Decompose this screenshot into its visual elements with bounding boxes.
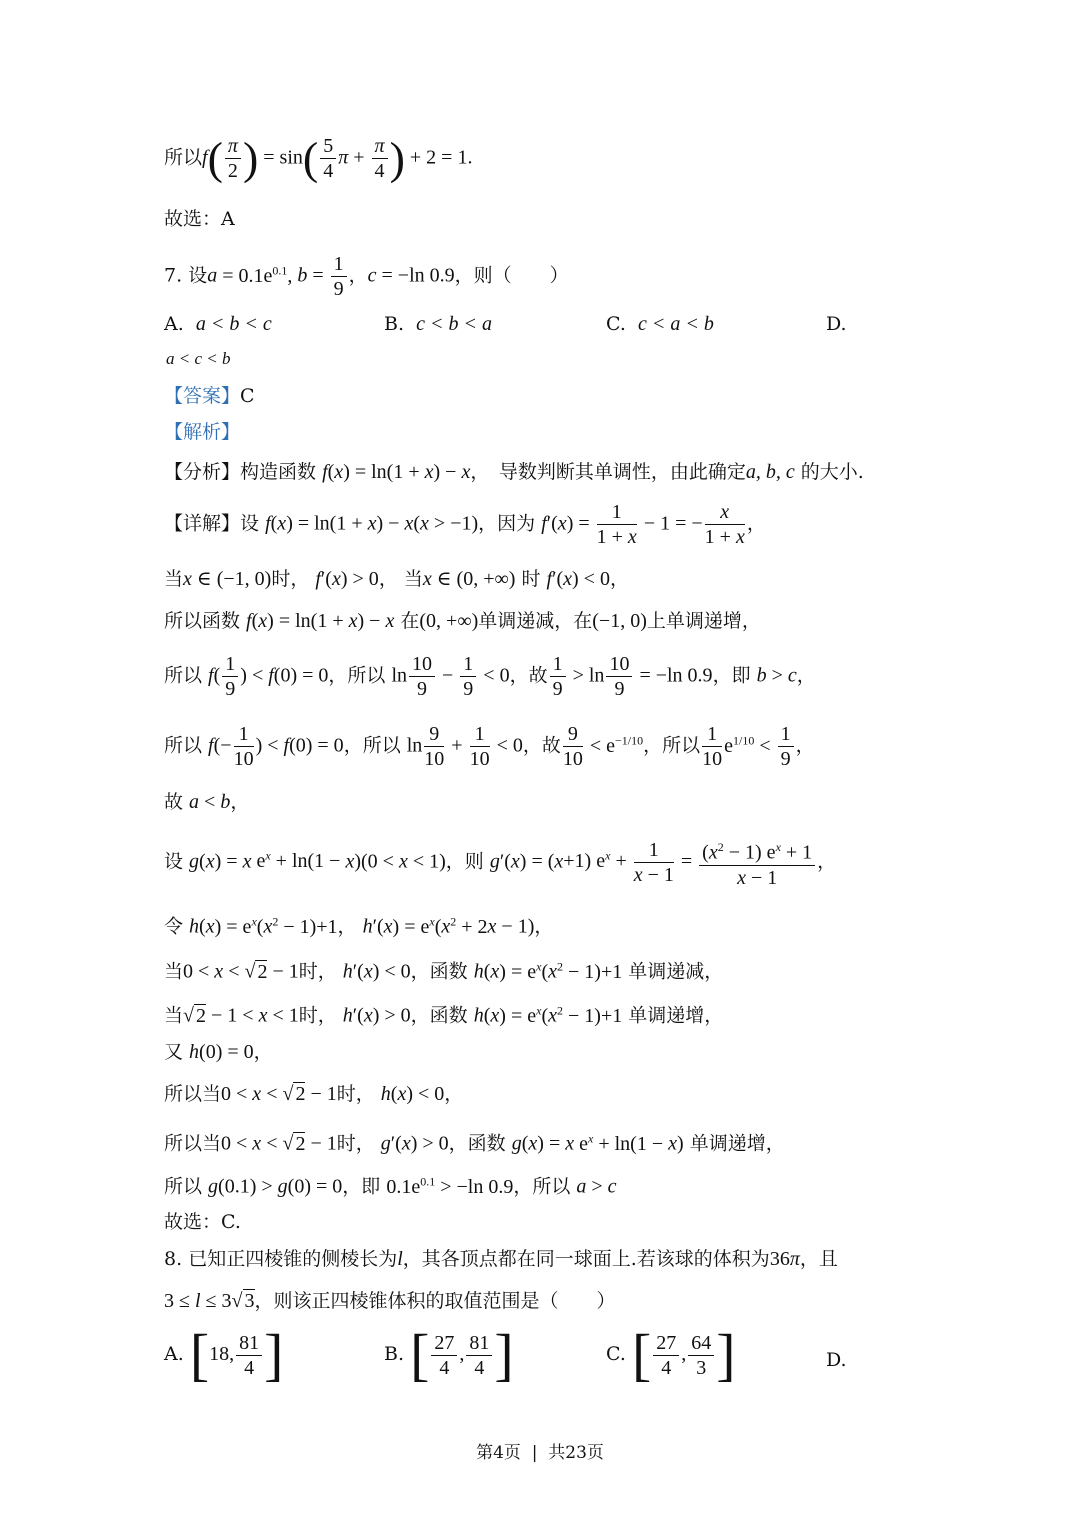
footer-separator: |	[531, 1443, 538, 1463]
q8-option-a: A. [18, $\frac{81}{4}$ ]	[164, 1322, 284, 1387]
line-h-negative: 所以当0 < x < √ 2 − 1时， h(x) < 0，	[164, 1083, 464, 1105]
line-h-increasing: 当√ 2 − 1 < x < 1时， h′(x) > 0，函数 $h(x) = e^x(x^2 - 1)+1$ 单调递增，	[164, 1003, 724, 1027]
line-define-h: 令 $h(x) = e^x(x^2 - 1)+1$， $h'(x) = e^x(x^2 + 2x - 1)$，	[164, 914, 554, 938]
q7-option-b: B. c < b < a	[384, 313, 492, 335]
q7-stem: 7. 设$a = 0.1e^{0.1}$, b = $\frac{1}{9}$ ，c = −ln 0.9，则（ ）	[164, 253, 569, 300]
answer-line: 【答案】C	[164, 385, 255, 407]
analysis-label: 【解析】	[164, 421, 241, 443]
line-monotonic-2: 所以函数 f(x) = ln(1 + x) − x 在(0, +∞)单调递减，在(−1, 0)上单调递增，	[164, 610, 761, 632]
q7-option-d-text: a < c < b	[166, 349, 231, 368]
q8-option-d: D.	[826, 1349, 847, 1371]
line-monotonic-1: 当x ∈ (−1, 0)时， f′(x) > 0， 当x ∈ (0, +∞) 时 f′(x) < 0，	[164, 568, 629, 590]
q6-conclusion: 所以f( $\frac{\pi}{2}$ ) = sin( $\frac{5}{4}$ π + $\frac{\pi}{4}$ ) + 2 = 1.	[164, 132, 473, 184]
q7-option-a: A. a < b < c	[164, 313, 272, 335]
line-h0: 又 h(0) = 0，	[164, 1041, 273, 1063]
line-a-less-b: 故 a < b，	[164, 791, 250, 813]
page-footer	[0, 1438, 1080, 1463]
q8-option-c: C. [ $\frac{27}{4}$ , $\frac{64}{3}$ ]	[606, 1322, 736, 1387]
q7-choice: 故选：C.	[164, 1211, 241, 1233]
line-compare-a-b: 所以 f(− $\frac{1}{10}$ ) < f(0) = 0，所以 ln $\frac{9}{10}$ + $\frac{1}{10}$ < 0，故 $\frac{9}{10}$ < $e^{-1/10}$，所以 $\frac{1}{10}$ $e^{1/10}$ < $\frac{1}{9}$ ，	[164, 723, 815, 770]
line-g-increasing: 所以当0 < x < √ 2 − 1时， g′(x) > 0，函数 g(x) = x $e^x + \ln(1 - x)$ 单调递增，	[164, 1131, 785, 1155]
q8-option-b: B. [ $\frac{27}{4}$ , $\frac{81}{4}$ ]	[384, 1322, 514, 1387]
fenxi-line: 【分析】构造函数 f(x) = ln(1 + x) − x， 导数判断其单调性，由此确定a, b, c 的大小.	[164, 461, 864, 483]
q8-stem-line1: 8. 已知正四棱锥的侧棱长为l，其各顶点都在同一球面上.若该球的体积为36π，且	[164, 1248, 838, 1270]
q8-stem-line2: 3 ≤ l ≤ 3√ 3，则该正四棱锥体积的取值范围是（ ）	[164, 1290, 616, 1312]
q7-option-c: C. c < a < b	[606, 313, 714, 335]
line-define-g: 设 g(x) = x $e^x + \ln(1 - x)(0 < x < 1)$，则 g′(x) = (x+1) $e^x$ + $\frac{1}{x - 1}$ = $\frac{(x^2 - 1) e^x + 1}{x - 1}$ ，	[164, 835, 990, 890]
line-compare-b-c: 所以 f( $\frac{1}{9}$ ) < f(0) = 0，所以 ln $\frac{10}{9}$ − $\frac{1}{9}$ < 0，故 $\frac{1}{9}$ > ln $\frac{10}{9}$ = −ln 0.9，即 b > c，	[164, 653, 816, 700]
q6-choice: 故选：A	[164, 208, 235, 230]
answer-label: 【答案】	[164, 385, 241, 407]
line-h-decreasing: 当0 < x < √ 2 − 1时， h′(x) < 0，函数 $h(x) = e^x(x^2 - 1)+1$ 单调递减，	[164, 959, 724, 983]
q7-option-d-letter: D.	[826, 313, 847, 335]
line-a-greater-c: 所以 g(0.1) > g(0) = 0，即 $0.1e^{0.1} > -\ln$ 0.9，所以 a > c	[164, 1174, 617, 1198]
page-total: 共23页	[548, 1443, 604, 1463]
page-number: 第4页	[476, 1443, 521, 1463]
xiangjie-line: 【详解】设 f(x) = ln(1 + x) − x(x > −1)，因为 f′(x) = $\frac{1}{1 + x}$ − 1 = − $\frac{x}{1 + x}$ ，	[164, 501, 766, 548]
